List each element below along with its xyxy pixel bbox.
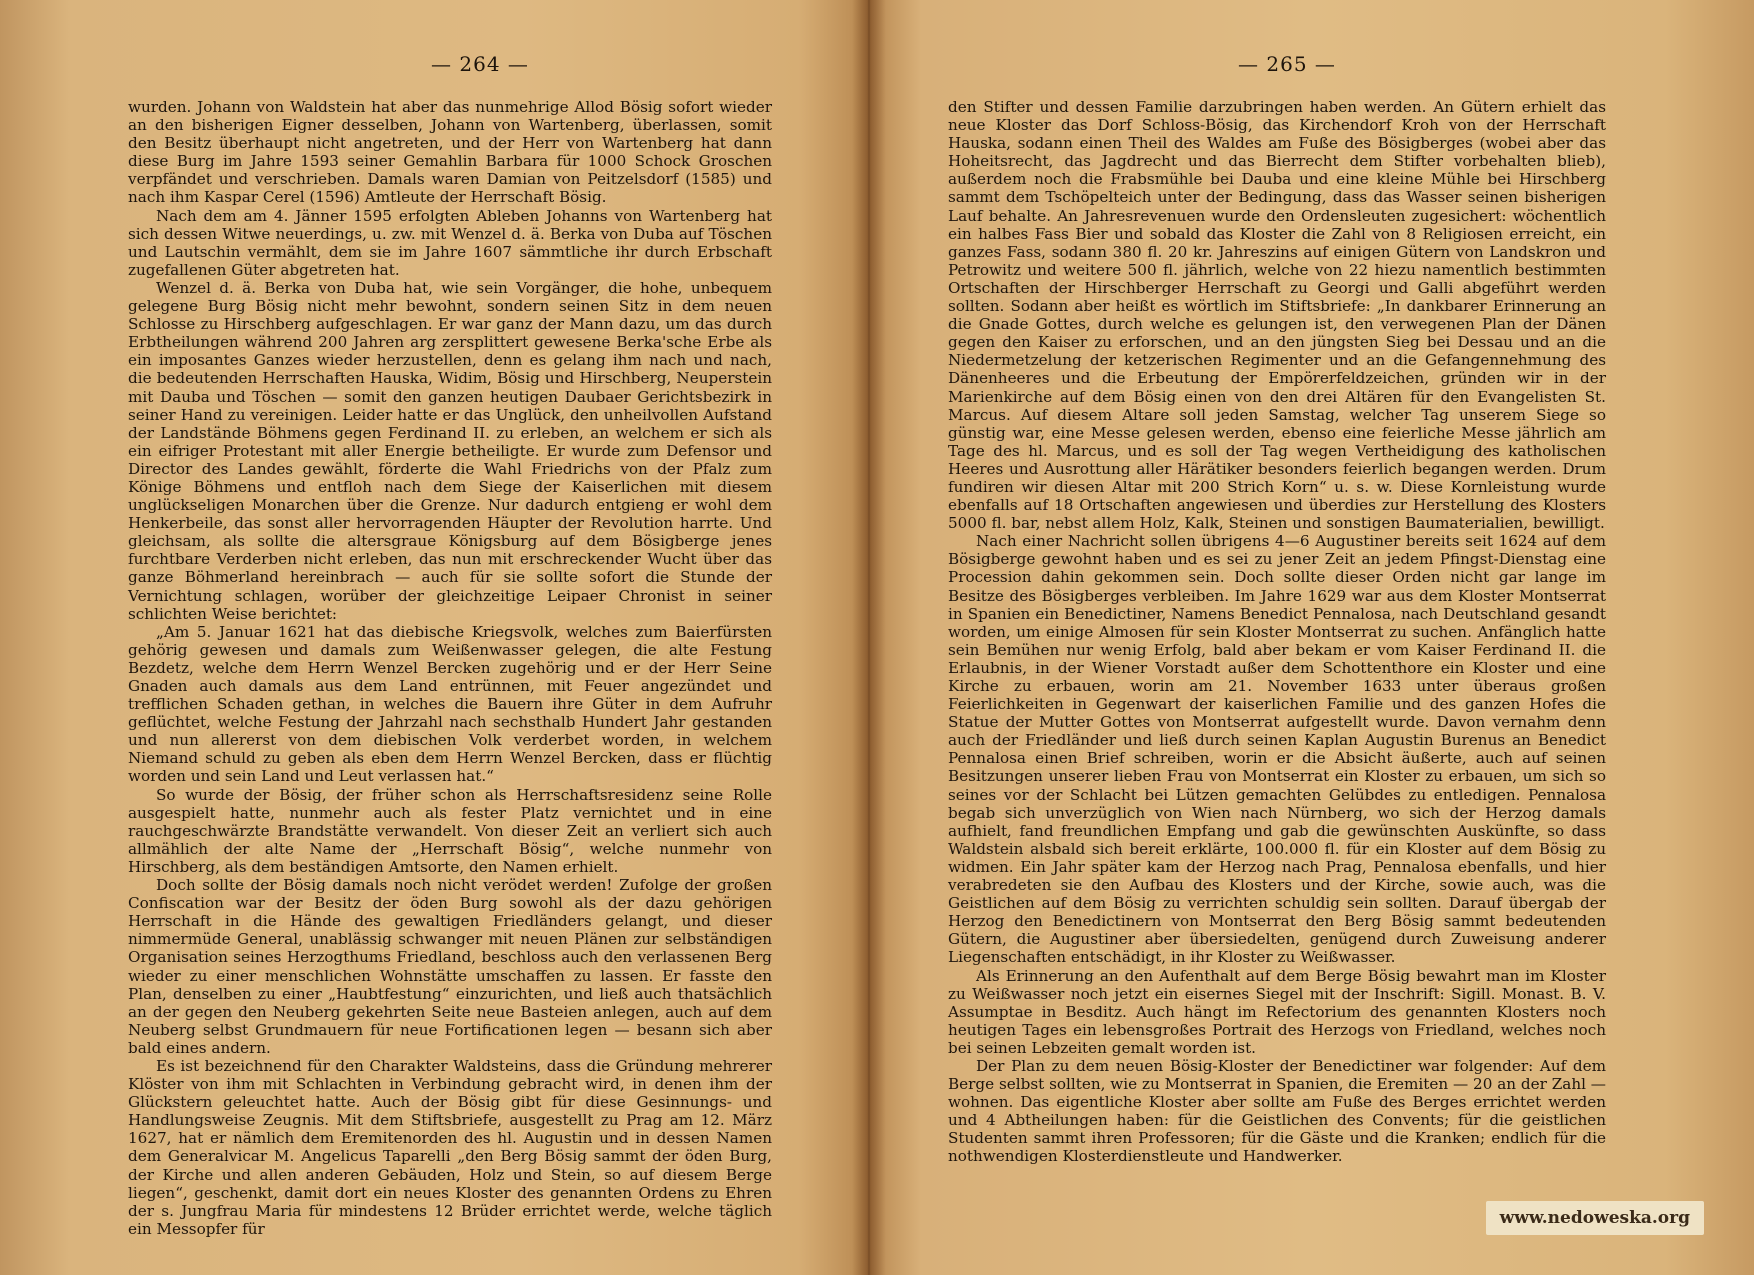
paragraph: wurden. Johann von Waldstein hat aber das nunmehrige Allod Bösig sofort wieder an den bisherigen Eigner desselben, Johann von Wartenberg, überlassen, somit den Besitz überhaupt nicht angetreten, und der Herr von Wartenberg hat dann diese Burg im Jahre 1593 seiner Gemahlin Barbara für 1000 Schock Groschen verpfändet und verschrieben. Damals waren Damian von Peitzelsdorf (1585) und nach ihm Kaspar Cerel (1596) Amtleute der Herrschaft Bösig. <box>128 98 772 207</box>
paragraph: den Stifter und dessen Familie darzubringen haben werden. An Gütern erhielt das neue Kloster das Dorf Schloss-Bösig, das Kirchendorf Kroh von der Herrschaft Hauska, sodann einen Theil des Waldes am Fuße des Bösigberges (wobei aber das Hoheitsrecht, das Jagdrecht und das Bierrecht dem Stifter vorbehalten blieb), außerdem noch die Frabsmühle bei Dauba und eine kleine Mühle bei Hirschberg sammt dem Tschöpelteich unter der Bedingung, dass das Wasser seinen bisherigen Lauf behalte. An Jahresrevenuen wurde den Ordensleuten zugesichert: wöchentlich ein halbes Fass Bier und sobald das Kloster die Zahl von 8 Religiosen erreicht, ein ganzes Fass, sodann 380 fl. 20 kr. Jahreszins auf einigen Gütern von Landskron und Petrowitz und weitere 500 fl. jährlich, welche von 22 hiezu namentlich bestimmten Ortschaften der Hirschberger Herrschaft zu Georgi und Galli abgeführt werden sollten. Sodann aber heißt es wörtlich im Stiftsbriefe: „In dankbarer Erinnerung an die Gnade Gottes, durch welche es gelungen ist, den verwegenen Plan der Dänen gegen den Kaiser zu erforschen, und an den jüngsten Sieg bei Dessau und an die Niedermetzelung der ketzerischen Regimenter und an die Gefangennehmung des Dänenheeres und die Erbeutung der Empörerfeldzeichen, gründen wir in der Marienkirche auf dem Bösig einen von den drei Altären für den Evangelisten St. Marcus. Auf diesem Altare soll jeden Samstag, welcher Tag unserem Siege so günstig war, eine Messe gelesen werden, ebenso eine feierliche Messe jährlich am Tage des hl. Marcus, und es soll der Tag wegen Vertheidigung des katholischen Heeres und Ausrottung aller Härätiker besonders feierlich begangen werden. Drum fundiren wir diesen Altar mit 200 Strich Korn“ u. s. w. Diese Kornleistung wurde ebenfalls auf 18 Ortschaften angewiesen und überdies zur Herstellung des Klosters 5000 fl. bar, nebst allem Holz, Kalk, Steinen und sonstigen Baumaterialien, bewilligt. <box>948 98 1606 533</box>
paragraph: Nach einer Nachricht sollen übrigens 4—6 Augustiner bereits seit 1624 auf dem Bösigberge gewohnt haben und es sei zu jener Zeit an jedem Pfingst-Dienstag eine Procession dahin gekommen sein. Doch sollte dieser Orden nicht gar lange im Besitze des Bösigberges verbleiben. Im Jahre 1629 war aus dem Kloster Montserrat in Spanien ein Benedictiner, Namens Benedict Pennalosa, nach Deutschland gesandt worden, um einige Almosen für sein Kloster Montserrat zu suchen. Anfänglich hatte sein Bemühen nur wenig Erfolg, bald aber bekam er vom Kaiser Ferdinand II. die Erlaubnis, in der Wiener Vorstadt außer dem Schottenthore ein Kloster und eine Kirche zu erbauen, worin am 21. November 1633 unter überaus großen Feierlichkeiten in Gegenwart der kaiserlichen Familie und des ganzen Hofes die Statue der Mutter Gottes von Montserrat aufgestellt wurde. Davon vernahm denn auch der Friedländer und ließ durch seinen Kaplan Augustin Burenus an Benedict Pennalosa einen Brief schreiben, worin er die Absicht äußerte, auch auf seinen Besitzungen unserer lieben Frau von Montserrat ein Kloster zu erbauen, um sich so seines vor der Schlacht bei Lützen gemachten Gelübdes zu entledigen. Pennalosa begab sich unverzüglich von Wien nach Nürnberg, wo sich der Herzog damals aufhielt, fand freundlichen Empfang und gab die gewünschten Auskünfte, so dass Waldstein alsbald sich bereit erklärte, 100.000 fl. für ein Kloster auf dem Bösig zu widmen. Ein Jahr später kam der Herzog nach Prag, Pennalosa ebenfalls, und hier verabredeten sie den Aufbau des Klosters und der Kirche, sowie auch, was die Geistlichen auf dem Bösig zu verrichten schuldig sein sollten. Darauf übergab der Herzog den Benedictinern von Montserrat den Berg Bösig sammt bedeutenden Gütern, die Augustiner aber übersiedelten, genügend durch Zuweisung anderer Liegenschaften entschädigt, in ihr Kloster zu Weißwasser. <box>948 532 1606 967</box>
right-page-number: — 265 — <box>1238 52 1336 76</box>
book-gutter <box>852 0 886 1275</box>
paragraph: Wenzel d. ä. Berka von Duba hat, wie sein Vorgänger, die hohe, unbequem gelegene Burg Bösig nicht mehr bewohnt, sondern seinen Sitz in dem neuen Schlosse zu Hirschberg aufgeschlagen. Er war ganz der Mann dazu, um das durch Erbtheilungen während 200 Jahren arg zersplittert gewesene Berka'sche Erbe als ein imposantes Ganzes wieder herzustellen, denn es gelang ihm nach und nach, die bedeutenden Herrschaften Hauska, Widim, Bösig und Hirschberg, Neuperstein mit Dauba und Töschen — somit den ganzen heutigen Daubaer Gerichtsbezirk in seiner Hand zu vereinigen. Leider hatte er das Unglück, den unheilvollen Aufstand der Landstände Böhmens gegen Ferdinand II. zu erleben, an welchem er sich als ein eifriger Protestant mit aller Energie betheiligte. Er wurde zum Defensor und Director des Landes gewählt, förderte die Wahl Friedrichs von der Pfalz zum Könige Böhmens und entfloh nach dem Siege der Kaiserlichen mit diesem unglückseligen Monarchen über die Grenze. Nur dadurch entgieng er wohl dem Henkerbeile, das sonst aller hervorragenden Häupter der Revolution harrte. Und gleichsam, als sollte die altersgraue Königsburg auf dem Bösigberge jenes furchtbare Verderben nicht erleben, das nun mit erschreckender Wucht über das ganze Böhmerland hereinbrach — auch für sie sollte sofort die Stunde der Vernichtung schlagen, worüber der gleichzeitige Leipaer Chronist in seiner schlichten Weise berichtet: <box>128 278 772 623</box>
quotation-paragraph: „Am 5. Januar 1621 hat das diebische Kriegsvolk, welches zum Baierfürsten gehörig gewesen und damals zum Weißenwasser gelegen, die alte Festung Bezdetz, welche dem Herrn Wenzel Bercken zugehörig und er der Herr Seine Gnaden auch damals aus dem Land entrünnen, mit Feuer angezündet und trefflichen Schaden gethan, in welches die Bauern ihre Güter in dem Aufruhr geflüchtet, welche Festung der Jahrzahl nach sechsthalb Hundert Jahr gestanden und nun allererst von dem diebischen Volk verderbet worden, in welchem Niemand schuld zu geben als eben dem Herrn Wenzel Bercken, dass er flüchtig worden und sein Land und Leut verlassen hat.“ <box>128 622 772 786</box>
watermark: www.nedoweska.org <box>1486 1201 1704 1235</box>
left-page <box>0 0 868 1275</box>
right-page-text <box>948 98 1606 1166</box>
paragraph: So wurde der Bösig, der früher schon als Herrschaftsresidenz seine Rolle ausgespielt hatte, nunmehr auch als fester Platz vernichtet und in eine rauchgeschwärzte Brandstätte verwandelt. Von dieser Zeit an verliert sich auch allmählich der alte Name der „Herrschaft Bösig“, welche nunmehr von Hirschberg, als dem beständigen Amtsorte, den Namen erhielt. <box>128 785 772 876</box>
paragraph: Als Erinnerung an den Aufenthalt auf dem Berge Bösig bewahrt man im Kloster zu Weißwasser noch jetzt ein eisernes Siegel mit der Inschrift: Sigill. Monast. B. V. Assumptae in Besditz. Auch hängt im Refectorium des genannten Klosters noch heutigen Tages ein lebensgroßes Portrait des Herzogs von Friedland, welches noch bei seinen Lebzeiten gemalt worden ist. <box>948 966 1606 1057</box>
paragraph: Doch sollte der Bösig damals noch nicht verödet werden! Zufolge der großen Confiscation war der Besitz der öden Burg sowohl als der dazu gehörigen Herrschaft in die Hände des gewaltigen Friedländers gelangt, und dieser nimmermüde General, unablässig schwanger mit neuen Plänen zur selbständigen Organisation seines Herzogthums Friedland, beschloss auch den verlassenen Berg wieder zu einer menschlichen Wohnstätte umschaffen zu lassen. Er fasste den Plan, denselben zu einer „Haubtfestung“ einzurichten, und ließ auch thatsächlich an der gegen den Neuberg gekehrten Seite neue Basteien anlegen, auch auf dem Neuberg selbst Grundmauern für neue Fortificationen legen — besann sich aber bald eines andern. <box>128 876 772 1057</box>
right-page <box>868 0 1754 1275</box>
left-page-number: — 264 — <box>431 52 529 76</box>
left-page-text <box>128 98 772 1238</box>
paragraph: Nach dem am 4. Jänner 1595 erfolgten Ableben Johanns von Wartenberg hat sich dessen Witwe neuerdings, u. zw. mit Wenzel d. ä. Berka von Duba auf Töschen und Lautschin vermählt, dem sie im Jahre 1607 sämmtliche ihr durch Erbschaft zugefallenen Güter abgetreten hat. <box>128 206 772 279</box>
paragraph: Der Plan zu dem neuen Bösig-Kloster der Benedictiner war folgender: Auf dem Berge selbst sollten, wie zu Montserrat in Spanien, die Eremiten — 20 an der Zahl — wohnen. Das eigentliche Kloster aber sollte am Fuße des Berges errichtet werden und 4 Abtheilungen haben: für die Geistlichen des Convents; für die geistlichen Studenten sammt ihren Professoren; für die Gäste und die Kranken; endlich für die nothwendigen Klosterdienstleute und Handwerker. <box>948 1056 1606 1166</box>
paragraph: Es ist bezeichnend für den Charakter Waldsteins, dass die Gründung mehrerer Klöster von ihm mit Schlachten in Verbindung gebracht wird, in denen ihm der Glückstern geleuchtet hatte. Auch der Bösig gibt für diese Gesinnungs- und Handlungsweise Zeugnis. Mit dem Stiftsbriefe, ausgestellt zu Prag am 12. März 1627, hat er nämlich dem Eremitenorden des hl. Augustin und in dessen Namen dem Generalvicar M. Angelicus Taparelli „den Berg Bösig sammt der öden Burg, der Kirche und allen anderen Gebäuden, Holz und Stein, so auf diesem Berge liegen“, geschenkt, damit dort ein neues Kloster des genannten Ordens zu Ehren der s. Jungfrau Maria für mindestens 12 Brüder errichtet werde, welche täglich ein Messopfer für <box>128 1056 772 1238</box>
